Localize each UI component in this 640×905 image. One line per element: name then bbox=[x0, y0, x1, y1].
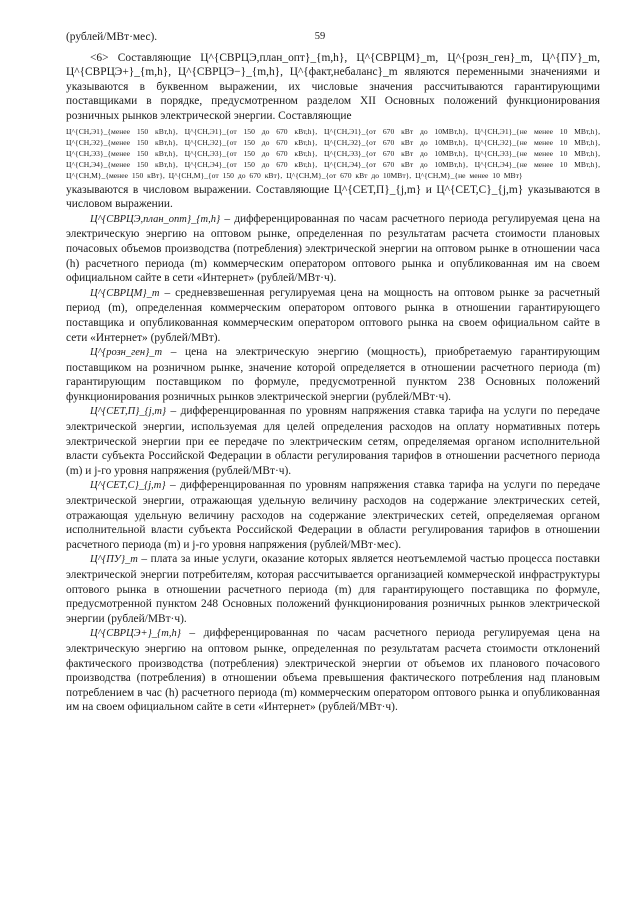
definition-item bbox=[66, 478, 600, 552]
symbol-list-tail: указываются в числовом выражении. Составляющие Ц^{СЕТ,П}_{j,m} и Ц^{СЕТ,С}_{j,m} указываются в числовом выражении. bbox=[66, 183, 600, 211]
definition-symbol: Ц^{СЕТ,С}_{j,m} bbox=[90, 480, 166, 492]
definition-item bbox=[66, 552, 600, 626]
definition-item bbox=[66, 404, 600, 478]
definition-item bbox=[66, 286, 600, 345]
definition-symbol: Ц^{ПУ}_m bbox=[90, 554, 138, 566]
definition-symbol: Ц^{СВРЦЭ+}_{m,h} bbox=[90, 628, 181, 640]
definition-text: – дифференцированная по уровням напряжения ставка тарифа на услуги по передаче электрической энергии, используемая для целей определения расходов на оплату нормативных потерь электрической энергии при ее передаче по электрическим сетям, определяемая органом исполнительной власти субъекта Российской Федерации в области регулирования тарифов в отношении расчетного периода (m) и j-го уровня напряжения (рублей/МВт·ч). bbox=[66, 405, 600, 477]
definition-item bbox=[66, 212, 600, 286]
page-number: 59 bbox=[314, 31, 326, 42]
definition-text: – плата за иные услуги, оказание которых является неотъемлемой частью процесса поставки электрической энергии потребителям, которая рассчитывается организацией коммерческой инфраструктуры оптового рынка в отношении расчетного периода (m) для гарантирующего поставщика по формуле, предусмотренной пунктом 248 Основных положений функционирования розничных рынков электрической энергии (рублей/МВт·ч). bbox=[66, 553, 600, 625]
top-line: (рублей/МВт·мес). bbox=[66, 31, 158, 43]
intro-paragraph: <6> Составляющие Ц^{СВРЦЭ,план_опт}_{m,h}, Ц^{СВРЦМ}_m, Ц^{розн_ген}_m, Ц^{ПУ}_m, Ц^{СВРЦЭ+}_{m,h}, Ц^{СВРЦЭ−}_{m,h}, Ц^{факт,небаланс}_m являются переменными значениями и указываются в буквенном выражении, их числовые значения рассчитываются гарантирующими поставщиками в порядке, предусмотренном разделом XII Основных положений функционирования розничных рынков электрической энергии. Составляющие bbox=[66, 51, 600, 122]
definition-text: – цена на электрическую энергию (мощность), приобретаемую гарантирующим поставщиком на розничном рынке, значение которой определяется в отношении расчетного периода (m) гарантирующим поставщиком по формуле, предусмотренной пунктом 238 Основных положений функционирования розничных рынков электрической энергии (рублей/МВт·ч). bbox=[66, 346, 600, 403]
definition-symbol: Ц^{СВРЦЭ,план_опт}_{m,h} bbox=[90, 213, 221, 225]
symbol-list: Ц^{СН,Э1}_{менее 150 кВт,h}, Ц^{СН,Э1}_{от 150 до 670 кВт,h}, Ц^{СН,Э1}_{от 670 кВт до 10МВт,h}, Ц^{СН,Э1}_{не менее 10 МВт,h}, Ц^{СН,Э2}_{менее 150 кВт,h}, Ц^{СН,Э2}_{от 150 до 670 кВт,h}, Ц^{СН,Э2}_{от 670 кВт до 10МВт,h}, Ц^{СН,Э2}_{не менее 10 МВт,h}, Ц^{СН,Э3}_{менее 150 кВт,h}, Ц^{СН,Э3}_{от 150 до 670 кВт,h}, Ц^{СН,Э3}_{от 670 кВт до 10МВт,h}, Ц^{СН,Э3}_{не менее 10 МВт,h}, Ц^{СН,Э4}_{менее 150 кВт,h}, Ц^{СН,Э4}_{от 150 до 670 кВт,h}, Ц^{СН,Э4}_{от 670 кВт до 10МВт,h}, Ц^{СН,Э4}_{не менее 10 МВт,h}, Ц^{СН,М}_{менее 150 кВт}, Ц^{СН,М}_{от 150 до 670 кВт}, Ц^{СН,М}_{от 670 кВт до 10МВт}, Ц^{СН,М}_{не менее 10 МВт} bbox=[66, 126, 600, 180]
definition-symbol: Ц^{розн_ген}_m bbox=[90, 347, 163, 359]
definition-text: – дифференцированная по уровням напряжения ставка тарифа на услуги по передаче электрической энергии, отражающая удельную величину расходов на содержание электрических сетей, отражающая удельную величину расходов на содержание электрических сетей, определяемая органом исполнительной власти субъекта Российской Федерации в области регулирования тарифов в отношении расчетного периода (m) и j-го уровня напряжения (рублей/МВт·мес). bbox=[66, 479, 600, 551]
definition-text: – средневзвешенная регулируемая цена на мощность на оптовом рынке за расчетный период (m), определенная коммерческим оператором оптового рынка в отношении гарантирующего поставщика и опубликованная коммерческим оператором оптового рынка на своем официальном сайте в сети «Интернет» (рублей/МВт). bbox=[66, 286, 600, 344]
definition-symbol: Ц^{СВРЦМ}_m bbox=[90, 287, 160, 299]
definition-text: – дифференцированная по часам расчетного периода регулируемая цена на электрическую энергию на оптовом рынке, определенная по результатам расчета стоимости плановых почасовых объемов производства (потребления) электрической энергии на оптовом рынке в отношении часа (h) расчетного периода (m) коммерческим оператором оптового рынка и опубликованная им на своем официальном сайте в сети «Интернет» (рублей/МВт·ч). bbox=[66, 212, 600, 285]
definition-item bbox=[66, 345, 600, 404]
definition-item bbox=[66, 626, 600, 715]
definition-symbol: Ц^{СЕТ,П}_{j,m} bbox=[90, 406, 167, 418]
definition-text: – дифференцированная по часам расчетного периода регулируемая цена на электрическую энергию на оптовом рынке, определенная по результатам расчета стоимости отклонений фактического производства (потребления) электрической энергии от объемов их планового почасового производства (потребления) в отношении объема превышения фактического потребления над плановым потреблением в час (h) расчетного периода (m) коммерческим оператором оптового рынка и опубликованная им на своем официальном сайте в сети «Интернет» (рублей/МВт·ч). bbox=[66, 627, 600, 714]
